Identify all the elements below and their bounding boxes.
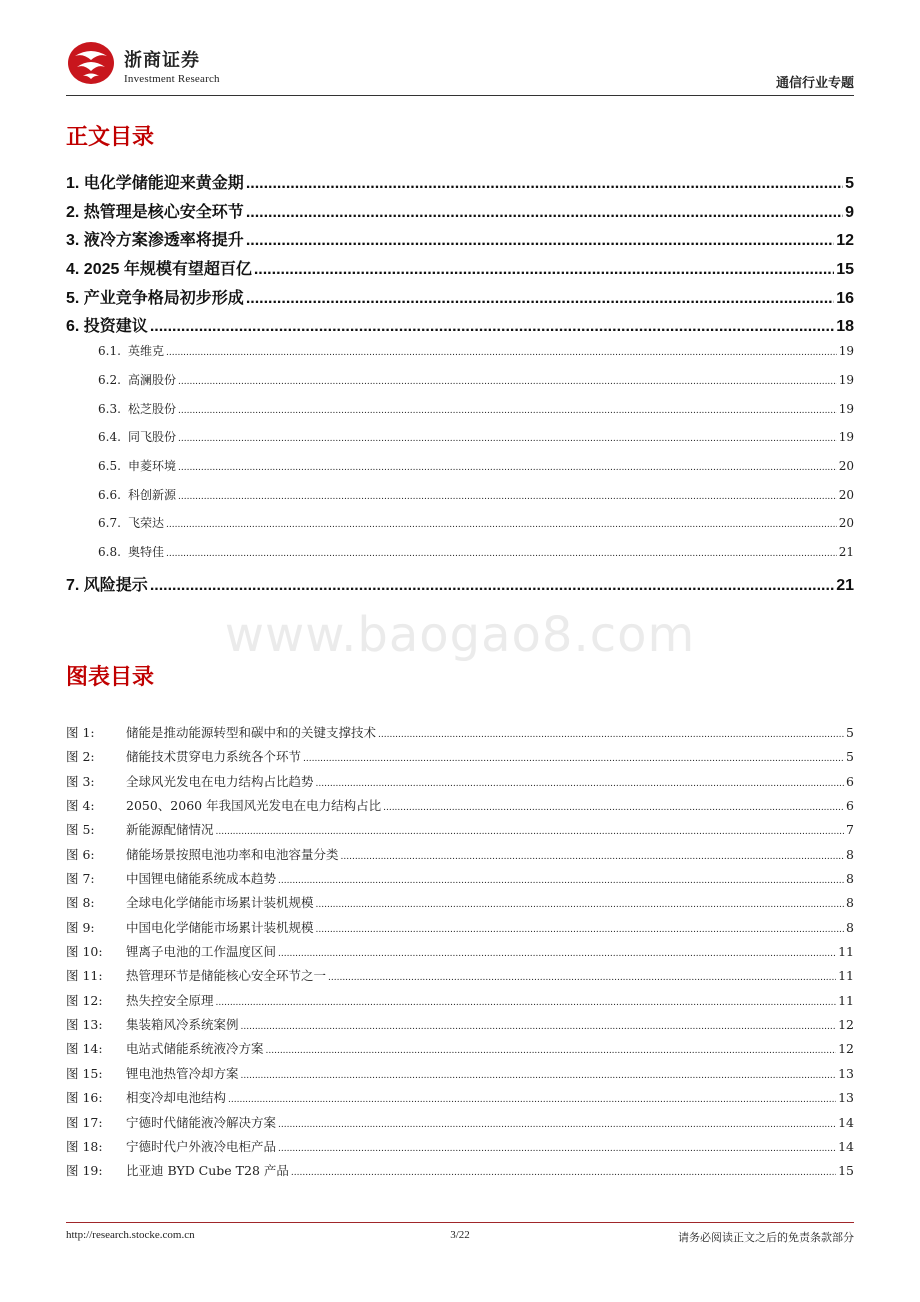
figure-entry-page: 14 — [838, 1138, 854, 1154]
toc-entry-title: 高澜股份 — [128, 372, 177, 387]
figure-entry-page: 14 — [838, 1114, 854, 1130]
figure-entry-number: 图 7: — [66, 871, 95, 887]
figure-entry-number: 图 18: — [66, 1138, 103, 1154]
footer-divider — [66, 1222, 854, 1223]
dot-leader — [316, 925, 845, 935]
figure-entry-page: 15 — [838, 1163, 854, 1179]
dot-leader — [316, 779, 845, 789]
toc-entry-page: 18 — [836, 318, 854, 336]
dot-leader — [216, 827, 845, 837]
toc-entry-number: 6.1. — [98, 344, 121, 359]
toc-entry-title: 风险提示 — [83, 576, 148, 594]
figure-entry-title: 集装箱风冷系统案例 — [126, 1017, 239, 1033]
figure-entry-label — [66, 845, 339, 863]
dot-leader — [278, 949, 836, 959]
dot-leader — [246, 204, 843, 222]
figure-entry-label — [66, 1064, 239, 1082]
figure-entry[interactable] — [66, 1088, 854, 1112]
dot-leader — [341, 852, 845, 862]
dot-leader — [241, 1071, 837, 1081]
figure-entry[interactable] — [66, 747, 854, 771]
toc-entry-label — [66, 199, 244, 222]
figure-entry-number: 图 2: — [66, 749, 95, 765]
toc-entry-number: 6.7. — [98, 516, 121, 531]
watermark: www.baogao8.com — [224, 607, 696, 663]
figure-entry-number: 图 19: — [66, 1163, 103, 1179]
toc-entry-title: 申菱环境 — [128, 458, 177, 473]
toc-entry-label — [98, 371, 176, 388]
toc-entry-number: 6.5. — [98, 458, 121, 473]
figure-entry-title: 储能场景按照电池功率和电池容量分类 — [126, 846, 339, 862]
figure-entry-label — [66, 1088, 226, 1106]
figure-entry[interactable] — [66, 1064, 854, 1088]
figure-entry[interactable] — [66, 991, 854, 1015]
figure-entry-title: 新能源配储情况 — [126, 822, 214, 838]
toc-entry-number: 4. — [66, 261, 80, 279]
figure-entry[interactable] — [66, 796, 854, 820]
figure-entry-page: 6 — [846, 798, 854, 814]
figure-entry-page: 5 — [846, 725, 854, 740]
toc-entry-page: 12 — [836, 232, 854, 250]
toc-entry-page: 20 — [838, 458, 854, 473]
toc-entry-number: 2. — [66, 203, 80, 221]
dot-leader — [241, 1022, 837, 1032]
figure-entry[interactable] — [66, 942, 854, 966]
figure-entry[interactable] — [66, 869, 854, 893]
figure-entry-number: 图 12: — [66, 992, 103, 1008]
figure-entry-number: 图 10: — [66, 944, 103, 960]
figure-entry-label — [66, 966, 326, 984]
figure-entry-page: 13 — [838, 1090, 854, 1106]
toc-entry-page: 20 — [838, 487, 854, 502]
figure-entry-label — [66, 1113, 276, 1131]
figure-entry-number: 图 1: — [66, 725, 95, 740]
dot-leader — [166, 549, 837, 559]
figure-entry-page: 11 — [838, 944, 854, 960]
toc-entry-page: 15 — [836, 261, 854, 279]
toc-entry-label — [66, 256, 252, 279]
dot-leader — [178, 377, 837, 387]
toc-entry-page: 21 — [836, 576, 854, 594]
figure-entry-label — [66, 991, 214, 1009]
brand-name-en: Investment Research — [124, 73, 220, 85]
figure-entry-number: 图 6: — [66, 846, 95, 862]
page-header — [66, 40, 854, 96]
toc-entry[interactable] — [66, 313, 854, 342]
figure-entry-title: 2050、2060 年我国风光发电在电力结构占比 — [126, 798, 382, 814]
figure-entry-title: 中国电化学储能市场累计装机规模 — [126, 919, 314, 935]
page-number: 3/22 — [450, 1229, 470, 1241]
toc-entry-number: 6.8. — [98, 544, 121, 559]
figure-entry-title: 锂电池热管冷却方案 — [126, 1065, 239, 1081]
figure-entry-page: 5 — [846, 749, 854, 765]
toc-entry-page: 21 — [838, 544, 854, 559]
dot-leader — [383, 803, 844, 813]
toc-entry-title: 飞荣达 — [128, 516, 165, 531]
figure-entry-page: 12 — [838, 1017, 854, 1033]
dot-leader — [246, 232, 834, 250]
dot-leader — [178, 434, 837, 444]
figure-entry-title: 储能是推动能源转型和碳中和的关键支撑技术 — [126, 725, 377, 740]
figure-entry-label — [66, 820, 214, 838]
broker-logo-icon — [66, 40, 116, 86]
figure-entry[interactable] — [66, 893, 854, 917]
toc-entry-page: 19 — [838, 372, 854, 387]
figure-entry-label — [66, 942, 276, 960]
figure-entry-title: 热失控安全原理 — [126, 992, 214, 1008]
dot-leader — [228, 1095, 836, 1105]
dot-leader — [150, 318, 834, 336]
dot-leader — [178, 406, 837, 416]
brand-name-cn: 浙商证券 — [124, 50, 200, 71]
figure-entry-number: 图 17: — [66, 1114, 103, 1130]
dot-leader — [254, 261, 834, 279]
figure-entry-number: 图 13: — [66, 1017, 103, 1033]
toc-entry[interactable] — [66, 457, 854, 486]
toc-entry-page: 19 — [838, 344, 854, 359]
figure-entry-page: 8 — [846, 919, 854, 935]
toc-entry[interactable] — [66, 514, 854, 543]
dot-leader — [216, 998, 837, 1008]
figure-entry-label — [66, 1039, 264, 1057]
toc-entry-number: 6.6. — [98, 487, 121, 502]
dot-leader — [150, 577, 834, 595]
toc-entry-label — [98, 457, 176, 474]
figure-entry[interactable] — [66, 966, 854, 990]
toc-list — [66, 170, 854, 600]
toc-entry[interactable] — [66, 170, 854, 199]
figure-entry[interactable] — [66, 845, 854, 869]
figure-entry-title: 相变冷却电池结构 — [126, 1090, 227, 1106]
figure-entry[interactable] — [66, 1015, 854, 1039]
figure-entry-number: 图 4: — [66, 798, 95, 814]
toc-entry-number: 7. — [66, 576, 80, 594]
dot-leader — [166, 520, 837, 530]
figure-entry-label — [66, 772, 314, 790]
report-category: 通信行业专题 — [775, 76, 854, 91]
dot-leader — [278, 876, 844, 886]
toc-entry-label — [98, 342, 164, 359]
figure-entry-title: 全球电化学储能市场累计装机规模 — [126, 895, 314, 911]
figure-entry[interactable] — [66, 918, 854, 942]
figure-entry-label — [66, 893, 314, 911]
dot-leader — [246, 290, 834, 308]
dot-leader — [166, 348, 837, 358]
figure-list — [66, 723, 854, 1186]
toc-entry[interactable] — [66, 428, 854, 457]
toc-entry-label — [66, 313, 148, 336]
toc-entry[interactable] — [66, 285, 854, 314]
figure-list-title: 图表目录 — [66, 665, 155, 690]
dot-leader — [278, 1144, 836, 1154]
figure-entry[interactable] — [66, 1039, 854, 1063]
toc-entry-page: 19 — [838, 401, 854, 416]
figure-entry-number: 图 8: — [66, 895, 95, 911]
dot-leader — [266, 1046, 837, 1056]
figure-entry-page: 8 — [846, 895, 854, 911]
figure-entry-page: 8 — [846, 871, 854, 887]
figure-entry-title: 电站式储能系统液冷方案 — [126, 1041, 264, 1057]
toc-entry-number: 1. — [66, 175, 80, 192]
figure-entry-number: 图 9: — [66, 919, 95, 935]
header-divider — [66, 95, 854, 96]
toc-entry-title: 热管理是核心安全环节 — [83, 203, 244, 221]
figure-entry-label — [66, 747, 301, 765]
figure-entry-label — [66, 723, 376, 741]
figure-entry-title: 比亚迪 BYD Cube T28 产品 — [126, 1163, 289, 1179]
figure-entry-title: 宁德时代储能液冷解决方案 — [126, 1114, 277, 1130]
figure-entry[interactable] — [66, 772, 854, 796]
toc-entry-title: 英维克 — [128, 344, 165, 359]
toc-entry-label — [66, 285, 244, 308]
toc-entry[interactable] — [66, 199, 854, 228]
figure-entry-title: 中国锂电储能系统成本趋势 — [126, 871, 277, 887]
toc-entry-label — [98, 428, 176, 445]
figure-entry-page: 11 — [838, 992, 854, 1008]
toc-entry-number: 6. — [66, 318, 80, 336]
toc-entry-page: 20 — [838, 516, 854, 531]
toc-entry[interactable] — [66, 256, 854, 285]
dot-leader — [303, 754, 844, 764]
figure-entry-label — [66, 869, 276, 887]
figure-entry[interactable] — [66, 1113, 854, 1137]
toc-entry-title: 同飞股份 — [128, 430, 177, 445]
dot-leader — [328, 973, 836, 983]
figure-entry[interactable] — [66, 820, 854, 844]
figure-entry-page: 6 — [846, 773, 854, 789]
toc-entry[interactable] — [66, 543, 854, 572]
figure-entry-title: 全球风光发电在电力结构占比趋势 — [126, 773, 314, 789]
dot-leader — [246, 175, 843, 193]
figure-entry[interactable] — [66, 1137, 854, 1161]
dot-leader — [316, 900, 845, 910]
toc-title: 正文目录 — [66, 125, 155, 150]
toc-entry-label — [98, 486, 176, 503]
toc-entry-page: 16 — [836, 289, 854, 307]
toc-entry[interactable] — [66, 572, 854, 601]
toc-entry[interactable] — [66, 400, 854, 429]
toc-entry-title: 科创新源 — [128, 487, 177, 502]
toc-entry-label — [98, 543, 164, 560]
dot-leader — [278, 1120, 836, 1130]
figure-entry-number: 图 16: — [66, 1090, 103, 1106]
figure-entry-label — [66, 918, 314, 936]
toc-entry-title: 松芝股份 — [128, 401, 177, 416]
toc-entry-title: 电化学储能迎来黄金期 — [83, 175, 244, 192]
figure-entry-page: 11 — [838, 968, 854, 984]
figure-entry-label — [66, 1137, 276, 1155]
dot-leader — [178, 492, 837, 502]
toc-entry[interactable] — [66, 227, 854, 256]
figure-entry-label — [66, 1161, 289, 1179]
figure-entry-title: 储能技术贯穿电力系统各个环节 — [126, 749, 302, 765]
toc-entry-number: 6.2. — [98, 372, 121, 387]
toc-entry-page: 5 — [845, 175, 854, 192]
toc-entry-title: 投资建议 — [83, 318, 148, 336]
figure-entry-title: 锂离子电池的工作温度区间 — [126, 944, 277, 960]
figure-entry[interactable] — [66, 723, 854, 747]
disclaimer-note: 请务必阅读正文之后的免责条款部分 — [678, 1231, 854, 1244]
figure-entry-number: 图 14: — [66, 1041, 103, 1057]
toc-entry-label — [66, 227, 244, 250]
toc-entry-number: 6.3. — [98, 401, 121, 416]
figure-entry-title: 宁德时代户外液冷电柜产品 — [126, 1138, 277, 1154]
toc-entry-title: 产业竞争格局初步形成 — [83, 289, 244, 307]
toc-entry-number: 5. — [66, 289, 80, 307]
toc-entry-title: 奥特佳 — [128, 544, 165, 559]
toc-entry-number: 3. — [66, 232, 80, 250]
toc-entry-page: 9 — [845, 203, 854, 221]
figure-entry-page: 12 — [838, 1041, 854, 1057]
toc-entry-label — [66, 572, 148, 595]
toc-entry[interactable] — [66, 371, 854, 400]
figure-entry-title: 热管理环节是储能核心安全环节之一 — [126, 968, 327, 984]
figure-entry-label — [66, 796, 381, 814]
dot-leader — [378, 730, 844, 740]
toc-entry[interactable] — [66, 342, 854, 371]
figure-entry[interactable] — [66, 1161, 854, 1185]
toc-entry-number: 6.4. — [98, 430, 121, 445]
toc-entry-title: 2025 年规模有望超百亿 — [83, 261, 252, 279]
toc-entry-label — [66, 170, 244, 193]
toc-entry-page: 19 — [838, 430, 854, 445]
figure-entry-number: 图 11: — [66, 968, 103, 984]
dot-leader — [291, 1168, 836, 1178]
toc-entry[interactable] — [66, 486, 854, 515]
toc-entry-label — [98, 400, 176, 417]
footer-url-link[interactable]: http://research.stocke.com.cn — [66, 1229, 195, 1241]
dot-leader — [178, 463, 837, 473]
toc-entry-label — [98, 514, 164, 531]
figure-entry-label — [66, 1015, 239, 1033]
figure-entry-page: 13 — [838, 1065, 854, 1081]
figure-entry-page: 8 — [846, 846, 854, 862]
toc-entry-title: 液冷方案渗透率将提升 — [83, 232, 244, 250]
figure-entry-number: 图 15: — [66, 1065, 103, 1081]
figure-entry-number: 图 5: — [66, 822, 95, 838]
figure-entry-number: 图 3: — [66, 773, 95, 789]
figure-entry-page: 7 — [846, 822, 854, 838]
